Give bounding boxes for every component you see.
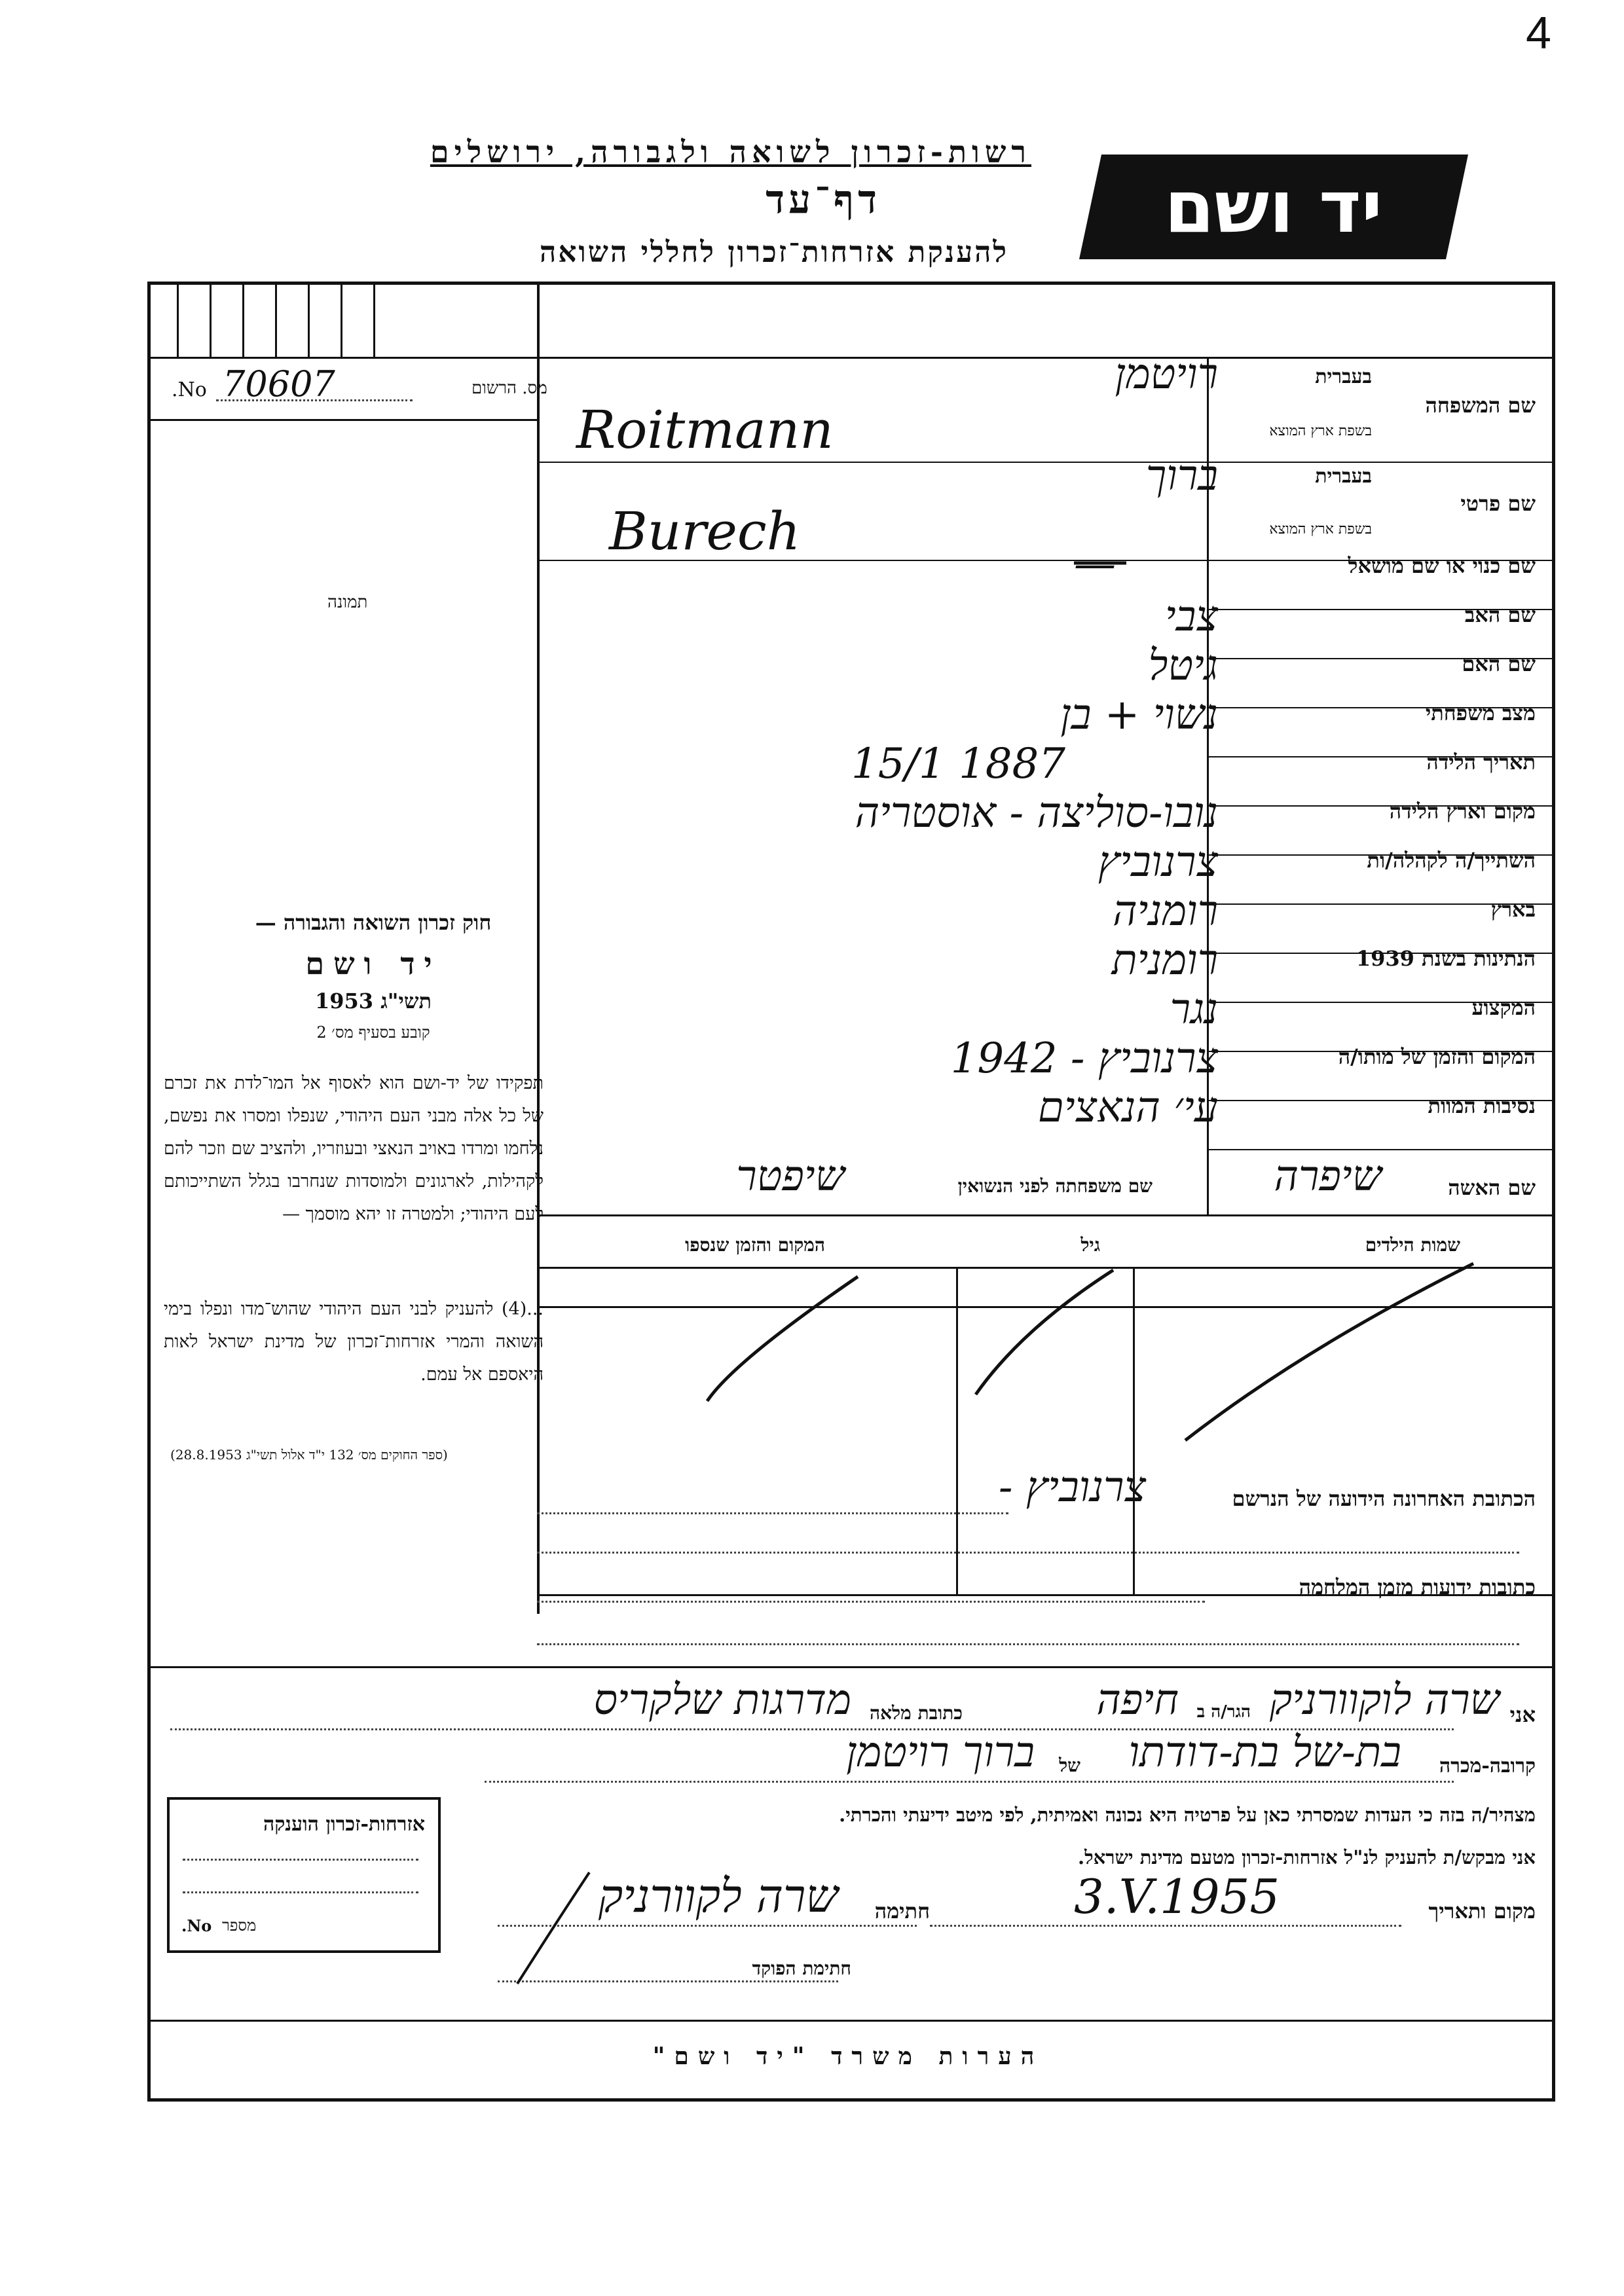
declarant-address-label: כתובת מלאה — [869, 1702, 963, 1724]
declarant-name: שרה לוקוורניק — [1269, 1676, 1500, 1724]
death-circumstances-value: עי׳ הנאצים — [1037, 1084, 1218, 1132]
officer-signature-label: חתימת הפוקד — [752, 1958, 851, 1979]
family-sub-origin: בשפת ארץ המוצא — [1269, 423, 1372, 439]
declarant-resident-label: הגר/ה ב — [1196, 1702, 1251, 1722]
marital-value: נשוי + בן — [1060, 691, 1218, 739]
profession-label: המקצוע — [1471, 995, 1536, 1020]
children-names-header: שמות הילדים — [1365, 1234, 1460, 1256]
child-name-strike — [1185, 1264, 1473, 1440]
birth-place-value: נובו-סוליצה - אוסטריה — [855, 789, 1218, 837]
of-name: ברוך רויטמן — [846, 1728, 1035, 1777]
children-place-header: המקום והזמן שנספו — [685, 1234, 825, 1256]
first-name-hebrew-value: ברוך — [1145, 452, 1218, 500]
citizenship-value: רומנית — [1111, 936, 1218, 985]
declarant-address: מדרגות שלקריס — [593, 1676, 851, 1724]
declarant-i-label: אני — [1509, 1702, 1536, 1727]
law-text-2: ...(4) להעניק לבני העם היהודי שהוש־מדו ונפלו בימי השואה והמרי אזרחות־זכרון של מדינת ישראל לאות היאספם אל עמם. — [164, 1299, 544, 1385]
statement-1: מצהיר/ה בזה כי העדות שמסרתי כאן על פרטיה היא נכונה ואמיתית, לפי מיטב ידיעתי והכרתי. — [839, 1804, 1536, 1826]
statement-2: אני מבקש/ת להעניק לנ"ל אזרחות-זכרון מטעם מדינת ישראל. — [1077, 1846, 1536, 1868]
wife-label: שם האשה — [1448, 1175, 1536, 1200]
country-value: רומניה — [1113, 887, 1218, 936]
declarant-signature: שרה לקוורניק — [598, 1869, 838, 1923]
law-citation: (ספר החוקים מס׳ 132 י"ד אלול תשי"ג 28.8.1953) — [170, 1447, 448, 1463]
community-label: השתייך/ה לקהלה/ות — [1367, 848, 1536, 873]
birth-place-label: מקום וארץ הלידה — [1389, 799, 1536, 824]
wartime-addresses-label: כתובות ידועות מזמן המלחמה — [1299, 1575, 1536, 1599]
death-place-value: צרנוביץ - 1942 — [950, 1034, 1218, 1083]
registry-number: 70607 — [223, 363, 335, 405]
nickname-value: — — [1074, 540, 1116, 589]
death-circumstances-label: נסיבות המוות — [1428, 1093, 1536, 1118]
law-year: תשי"ג 1953 — [315, 989, 432, 1013]
last-address-label: הכתובת האחרונה הידועה של הנרשם — [1232, 1486, 1536, 1511]
wife-maiden-label: שם משפחתה לפני הנשואין — [957, 1175, 1153, 1197]
document-title: דף־עד — [766, 177, 881, 223]
of-label: של — [1059, 1755, 1080, 1776]
officer-signature-stroke — [517, 1872, 589, 1984]
first-name-label: שם פרטי — [1460, 491, 1536, 516]
place-date-label: מקום ותאריך — [1428, 1899, 1536, 1923]
child-place-strike — [707, 1277, 858, 1401]
relation-label: קרובה-מכרה — [1439, 1755, 1536, 1777]
signature-label: חתימה — [874, 1899, 930, 1923]
registry-no-label: No. — [172, 378, 207, 401]
photo-label: תמונה — [327, 592, 368, 612]
logo-text: יד ושם — [1164, 165, 1383, 249]
marital-label: מצב משפחתי — [1425, 701, 1536, 725]
first-name-origin-value: Burech — [609, 501, 801, 562]
family-name-hebrew-value: רויטמן — [1115, 350, 1218, 399]
relation-value: בת-של בת-דודתו — [1128, 1728, 1401, 1777]
community-value: צרנוביץ — [1098, 838, 1218, 886]
organization-name: רשות-זכרון לשואה ולגבורה, ירושלים — [430, 134, 1031, 170]
children-age-header: גיל — [1080, 1234, 1100, 1256]
death-place-label: המקום והזמן של מותו/ה — [1338, 1044, 1536, 1069]
registry-label: מס. הרשום — [471, 378, 547, 398]
law-name: יד ושם — [305, 946, 441, 981]
last-address-value: צרנוביץ - — [998, 1463, 1146, 1512]
wife-maiden-value: שיפטר — [736, 1152, 845, 1201]
family-name-origin-value: Roitmann — [576, 399, 834, 460]
declaration-date: 3.V.1955 — [1074, 1869, 1280, 1924]
stamp-no-label: No. — [181, 1916, 212, 1935]
child-age-strike — [976, 1270, 1113, 1394]
birth-date-label: תאריך הלידה — [1426, 750, 1536, 774]
stamp-title: אזרחות-זכרון הוענקה — [263, 1813, 425, 1836]
citizenship-label: הנתינות בשנת 1939 — [1356, 946, 1536, 971]
country-label: בארץ — [1490, 897, 1536, 922]
declarant-city: חיפה — [1096, 1676, 1179, 1724]
first-sub-origin: בשפת ארץ המוצא — [1269, 521, 1372, 538]
wife-value: שיפרה — [1274, 1152, 1382, 1201]
mother-value: גיטל — [1148, 642, 1218, 690]
document-subtitle: להענקת אזרחות־זכרון לחללי השואה — [539, 236, 1008, 269]
father-label: שם האב — [1464, 602, 1536, 627]
law-section: קובע בסעיף מס׳ 2 — [316, 1023, 430, 1042]
law-title: חוק זכרון השואה והגבורה — — [255, 910, 492, 935]
office-remarks-footer: הערות משרד "יד ושם" — [652, 2043, 1044, 2070]
family-name-label: שם המשפחה — [1425, 393, 1536, 418]
profession-value: נגר — [1170, 985, 1218, 1034]
law-text-1: תפקידו של יד-ושם הוא לאסוף אל המו־לדת את זכרם של כל אלה מבני העם היהודי, שנפלו ומסרו את נפשם, נלחמו ומרדו באויב הנאצי ובעוזריו, ולהציב שם וזכר להם לקהילות, לארגונים ולמוסדות שנחרבו בגלל השתייכותם לעם היהודי; ולמטרה זו יהא מוסמך — — [164, 1073, 544, 1224]
mother-label: שם האם — [1462, 651, 1536, 676]
family-sub-hebrew: בעברית — [1315, 365, 1372, 388]
stamp-number-label: מספר — [222, 1916, 257, 1935]
nickname-label: שם כנוי או שם מושאל — [1348, 553, 1536, 578]
first-sub-hebrew: בעברית — [1315, 465, 1372, 488]
father-value: צבי — [1164, 592, 1218, 641]
page-number: 4 — [1526, 7, 1551, 58]
birth-date-value: 15/1 1887 — [851, 740, 1065, 788]
